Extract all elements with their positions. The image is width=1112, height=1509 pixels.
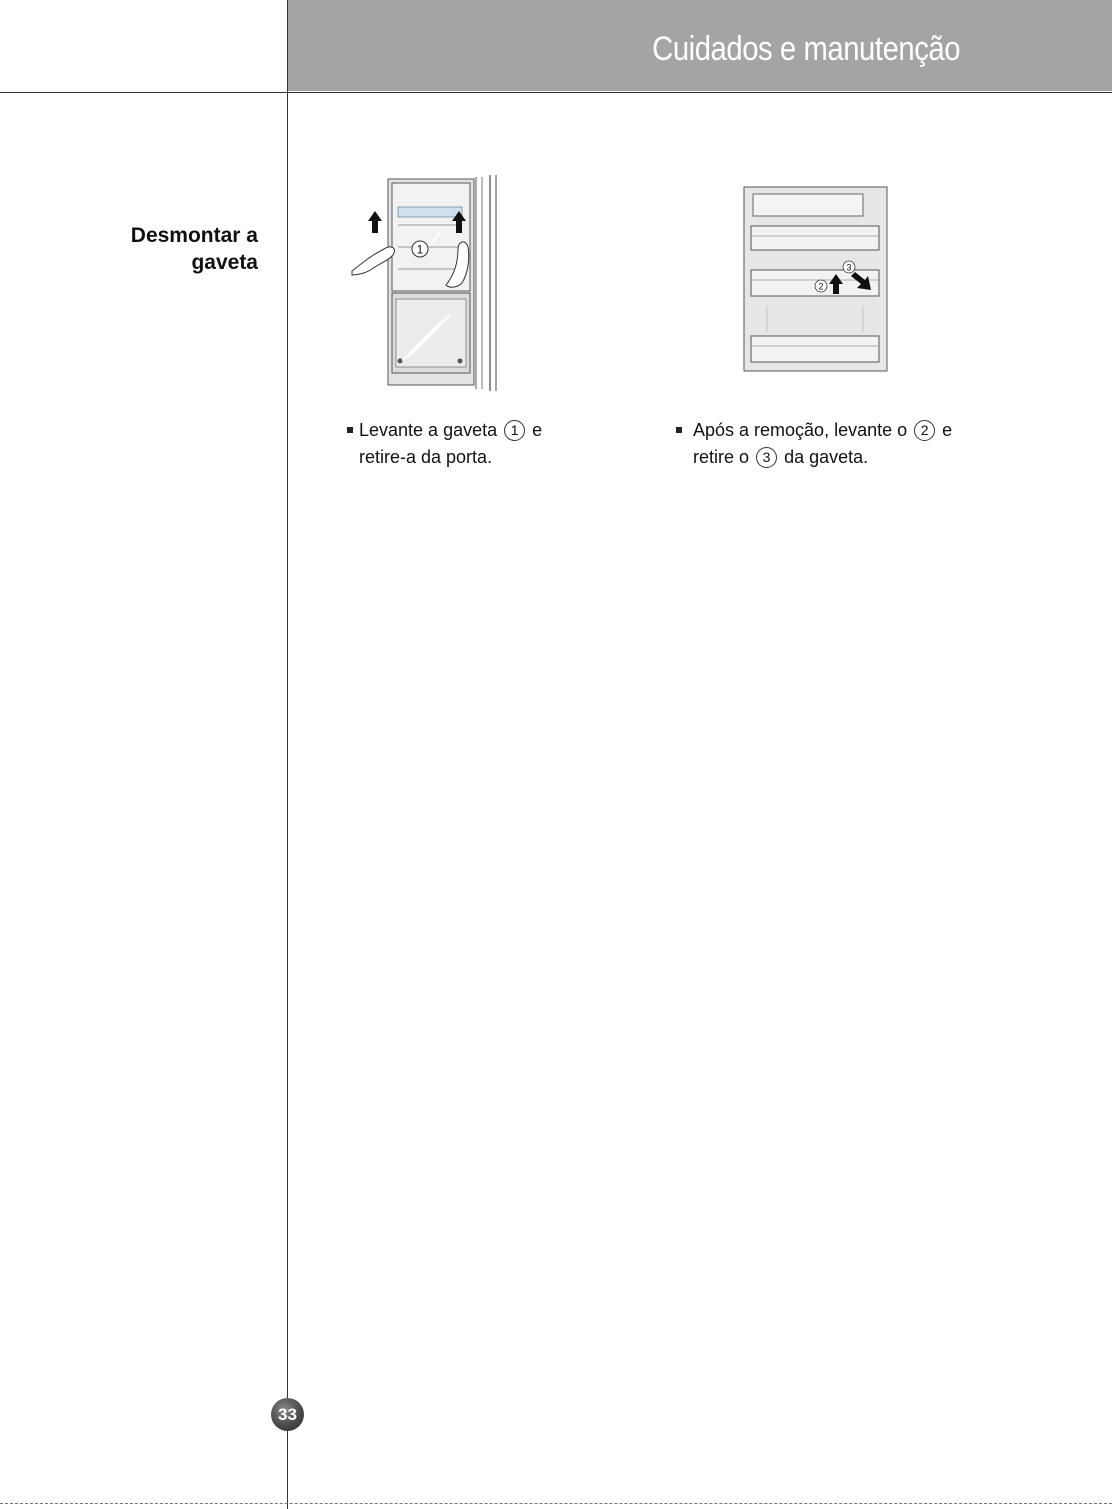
header-divider [0, 92, 1112, 93]
caption1-text-after: e [532, 420, 543, 440]
caption-bin-removal [676, 417, 952, 471]
page-title: Cuidados e manutenção [652, 30, 960, 68]
caption2-line2-text: retire o [693, 447, 750, 467]
caption1-text: Levante a gaveta [359, 420, 498, 440]
caption2-text: Após a remoção, levante o [693, 420, 908, 440]
header-band [288, 0, 1112, 91]
caption-drawer-lift [347, 417, 542, 471]
section-title [131, 222, 258, 276]
up-arrow-icon [368, 211, 382, 233]
caption2-line2-after: da gaveta. [784, 447, 869, 467]
section-title-line2: gaveta [191, 251, 258, 274]
callout-ref-2: 2 [914, 420, 935, 441]
door-bin-illustration [743, 186, 888, 372]
section-title-line1: Desmontar a [130, 224, 258, 247]
margin-divider [287, 0, 288, 1509]
callout-ref-1: 1 [504, 420, 525, 441]
caption1-line2: retire-a da porta. [359, 447, 493, 467]
page-number-badge: 33 [271, 1398, 304, 1431]
drawer-lift-illustration [350, 175, 502, 391]
bullet-icon [347, 427, 353, 433]
callout-1: 1 [416, 242, 424, 257]
caption2-text-after: e [942, 420, 953, 440]
footer-divider [0, 1503, 1112, 1504]
callout-ref-3: 3 [756, 447, 777, 468]
callout-3: 3 [846, 262, 852, 273]
bullet-icon [676, 427, 682, 433]
callout-2: 2 [818, 281, 824, 292]
